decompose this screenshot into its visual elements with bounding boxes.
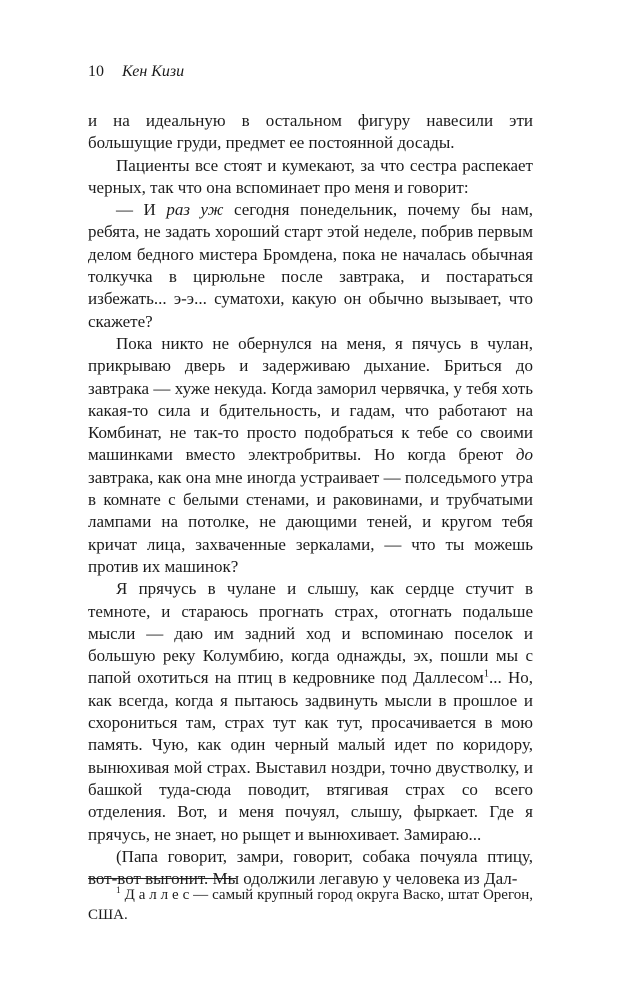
footnote-marker: 1 <box>483 668 490 680</box>
running-header <box>88 62 533 82</box>
page-number: 10 <box>88 63 104 80</box>
text-run: (Папа говорит, замри, говорит, собака почуяла птицу, вот-вот выгонит. Мы одолжили легавую у человека из Дал- <box>88 846 533 889</box>
paragraph <box>88 333 533 578</box>
paragraph <box>88 199 533 333</box>
text-run: Пациенты все стоят и кумекают, за что сестра распекает черных, так что она вспоминает про меня и говорит: <box>88 155 533 197</box>
text-run: завтрака, как она мне иногда устраивает — полседьмого утра в комнате с белыми стенами, и раковинами, и трубчатыми лампами на потолке, не дающими теней, и кругом тебя кричат лица, захваченные зеркалами, — что ты можешь против их машинок? <box>88 467 533 576</box>
text-run: Д а л л е с — самый крупный город округа Васко, штат Орегон, США. <box>88 887 533 923</box>
text-run: ... Но, как всегда, когда я пытаюсь задвинуть мысли в прошлое и схорониться там, страх тут как тут, просачивается в мою память. Чую, как один черный малый идет по коридору, вынюхивая мой страх. Выставил ноздри, точно двустволку, и башкой туда-сюда поводит, втягивая страх со всего отделения. Вот, и меня почуял, слышу, фыркает. Где я прячусь, не знает, но рыщет и вынюхивает. Замираю... <box>88 668 533 844</box>
paragraph <box>88 155 533 200</box>
text-run: — И <box>116 200 167 220</box>
footnote-text <box>88 886 533 925</box>
footnote <box>88 878 533 925</box>
footnote-rule <box>88 878 236 879</box>
emphasized-text: раз уж <box>166 200 224 220</box>
emphasized-text: до <box>515 445 533 465</box>
paragraph <box>88 578 533 846</box>
footnote-marker: 1 <box>116 886 121 896</box>
text-run: Я прячусь в чулане и слышу, как сердце стучит в темноте, и стараюсь прогнать страх, отогнать подальше мысли — даю им задний ход и вспоминаю поселок и большую реку Колумбию, когда однажды, эх, пошли мы с папой охотиться на птиц в кедровнике под Даллесом <box>88 579 533 688</box>
running-header-author: Кен Кизи <box>122 63 185 80</box>
text-run: Пока никто не обернулся на меня, я пячусь в чулан, прикрываю дверь и задерживаю дыхание. Бриться до завтрака — хуже некуда. Когда заморил червячка, у тебя хоть какая-то сила и бдительность, и гадам, что работают на Комбинат, не так-то просто подобраться к тебе со своими машинками вместо электробритвы. Но когда бреют <box>88 333 533 465</box>
text-run: и на идеальную в остальном фигуру навесили эти большущие груди, предмет ее постоянной досады. <box>88 111 533 153</box>
text-run: сегодня понедельник, почему бы нам, ребята, не задать хороший старт этой неделе, побрив первым делом бедного мистера Бромдена, пока не началась обычная толкучка в цирюльне после завтрака, и постараться избежать... э-э... суматохи, какую он обычно вызывает, что скажете? <box>88 200 533 331</box>
text-block <box>88 110 533 890</box>
paragraph <box>88 110 533 155</box>
